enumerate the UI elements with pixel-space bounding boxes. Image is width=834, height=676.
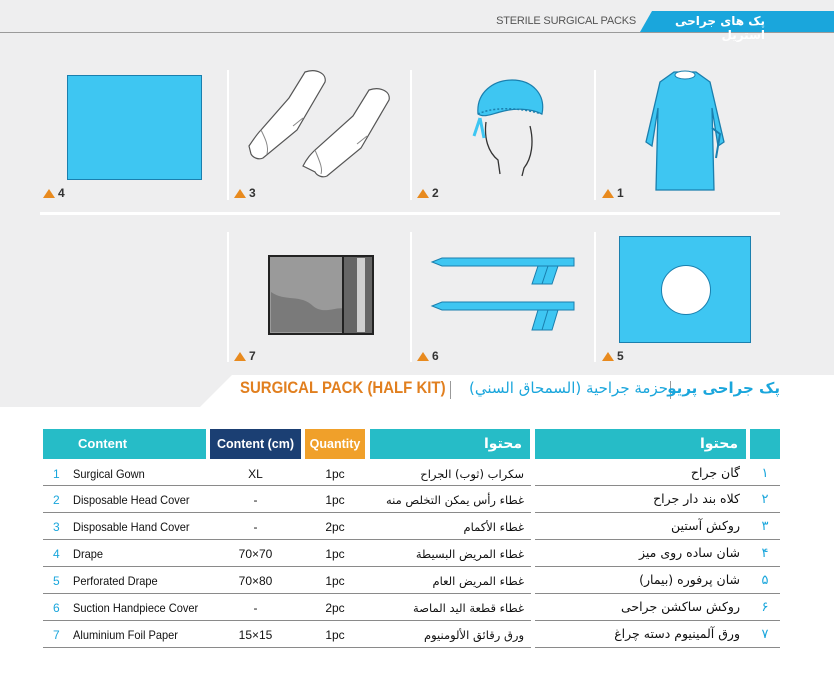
warning-triangle-icon — [234, 189, 246, 198]
col-header-quantity: Quantity — [305, 429, 365, 459]
item-caption-3: 3 — [234, 186, 256, 200]
row-content-cm: 70×70 — [238, 547, 273, 561]
row-content-fa: کلاه بند دار جراح — [653, 491, 740, 506]
grid-divider — [227, 70, 229, 200]
row-content-cm: - — [253, 493, 258, 507]
row-content-fa: ورق آلمینیوم دسته چراغ — [614, 626, 740, 641]
row-content-fa: روکش ساکشن جراحی — [620, 599, 740, 614]
drape-illustration — [67, 75, 202, 180]
row-divider — [43, 539, 531, 540]
grid-divider — [410, 70, 412, 200]
row-divider — [43, 620, 531, 621]
col-header-content-fa: محتوا — [535, 429, 746, 459]
grid-divider — [227, 232, 229, 362]
warning-triangle-icon — [417, 352, 429, 361]
row-content-ar: غطاء رأس يمكن التخلص منه — [385, 493, 524, 507]
row-number: 4 — [53, 547, 60, 561]
row-quantity: 1pc — [325, 493, 345, 507]
row-content-cm: - — [253, 601, 258, 615]
row-number-fa: ۶ — [761, 600, 769, 615]
row-content-en: Aluminium Foil Paper — [73, 628, 178, 642]
row-number: 2 — [53, 493, 60, 507]
row-content-ar: غطاء المريض البسيطة — [415, 547, 524, 561]
warning-triangle-icon — [234, 352, 246, 361]
row-divider — [43, 593, 531, 594]
surgical-gown-illustration — [640, 68, 730, 192]
row-content-ar: غطاء قطعة اليد الماصة — [413, 601, 524, 615]
row-content-cm: 70×80 — [238, 574, 273, 588]
grid-divider — [594, 70, 596, 200]
row-content-en: Suction Handpiece Cover — [73, 601, 199, 615]
warning-triangle-icon — [602, 352, 614, 361]
row-divider — [535, 620, 780, 621]
row-content-fa: گان جراح — [690, 465, 740, 480]
row-content-fa: روکش آستین — [671, 518, 740, 533]
row-quantity: 2pc — [325, 601, 345, 615]
row-number-fa: ۳ — [761, 519, 769, 534]
perforated-drape-illustration — [619, 236, 751, 343]
title-separator — [450, 381, 451, 399]
row-number: 3 — [53, 520, 60, 534]
row-divider — [43, 485, 531, 486]
row-content-en: Drape — [73, 547, 104, 561]
row-quantity: 1pc — [325, 628, 345, 642]
row-content-en: Surgical Gown — [73, 467, 145, 481]
row-number: 5 — [53, 574, 60, 588]
item-caption-1: 1 — [602, 186, 624, 200]
row-content-ar: ورق رقائق الألومنيوم — [423, 628, 524, 642]
row-number: 7 — [53, 628, 60, 642]
row-number: 6 — [53, 601, 60, 615]
row-content-cm: XL — [248, 467, 263, 481]
row-divider — [43, 566, 531, 567]
row-quantity: 1pc — [325, 467, 345, 481]
row-divider — [535, 593, 780, 594]
col-header-content-cm: Content (cm) — [210, 429, 301, 459]
hand-cover-illustration — [245, 68, 400, 193]
warning-triangle-icon — [43, 189, 55, 198]
warning-triangle-icon — [417, 189, 429, 198]
row-content-ar: غطاء المريض العام — [432, 574, 524, 588]
row-content-fa: شان پرفوره (بیمار) — [639, 572, 740, 587]
row-content-cm: - — [253, 520, 258, 534]
row-content-en: Disposable Hand Cover — [73, 520, 190, 534]
aluminium-foil-illustration — [265, 252, 380, 338]
row-divider — [535, 647, 780, 648]
row-divider — [535, 539, 780, 540]
row-divider — [43, 647, 531, 648]
row-content-cm: 15×15 — [238, 628, 273, 642]
row-content-en: Disposable Head Cover — [73, 493, 190, 507]
item-caption-7: 7 — [234, 349, 256, 363]
col-header-number — [750, 429, 780, 459]
row-divider — [535, 512, 780, 513]
section-title-en: STERILE SURGICAL PACKS — [496, 15, 636, 27]
col-header-content-ar: محتوا — [370, 429, 530, 459]
item-caption-6: 6 — [417, 349, 439, 363]
pack-title-ar: حزمة جراحية (السمحاق السني) — [468, 379, 668, 397]
row-divider — [535, 485, 780, 486]
row-number-fa: ۱ — [761, 466, 769, 481]
item-caption-2: 2 — [417, 186, 439, 200]
grid-divider — [594, 232, 596, 362]
pack-title-fa: پک جراحی پریو — [667, 379, 780, 397]
item-caption-5: 5 — [602, 349, 624, 363]
section-title-fa: پک های جراحی استریل — [675, 14, 765, 42]
row-number-fa: ۲ — [761, 492, 769, 507]
grid-divider — [40, 212, 780, 215]
suction-handpiece-cover-illustration — [428, 254, 578, 334]
warning-triangle-icon — [602, 189, 614, 198]
row-content-fa: شان ساده روی میز — [638, 545, 740, 560]
item-caption-4: 4 — [43, 186, 65, 200]
row-number-fa: ۷ — [761, 627, 769, 642]
row-content-ar: غطاء الأكمام — [463, 520, 524, 534]
row-content-en: Perforated Drape — [73, 574, 158, 588]
row-divider — [43, 512, 531, 513]
perforation-hole — [661, 265, 711, 315]
row-quantity: 1pc — [325, 547, 345, 561]
col-header-content: Content — [43, 429, 206, 459]
row-number-fa: ۵ — [761, 573, 769, 588]
row-quantity: 1pc — [325, 574, 345, 588]
pack-title-en: SURGICAL PACK (HALF KIT) — [240, 378, 446, 397]
row-number-fa: ۴ — [761, 546, 769, 561]
row-number: 1 — [53, 467, 60, 481]
row-content-ar: سكراب (ثوب) الجراح — [420, 467, 524, 481]
row-divider — [535, 566, 780, 567]
grid-divider — [410, 232, 412, 362]
row-quantity: 2pc — [325, 520, 345, 534]
head-cover-illustration — [470, 78, 550, 178]
